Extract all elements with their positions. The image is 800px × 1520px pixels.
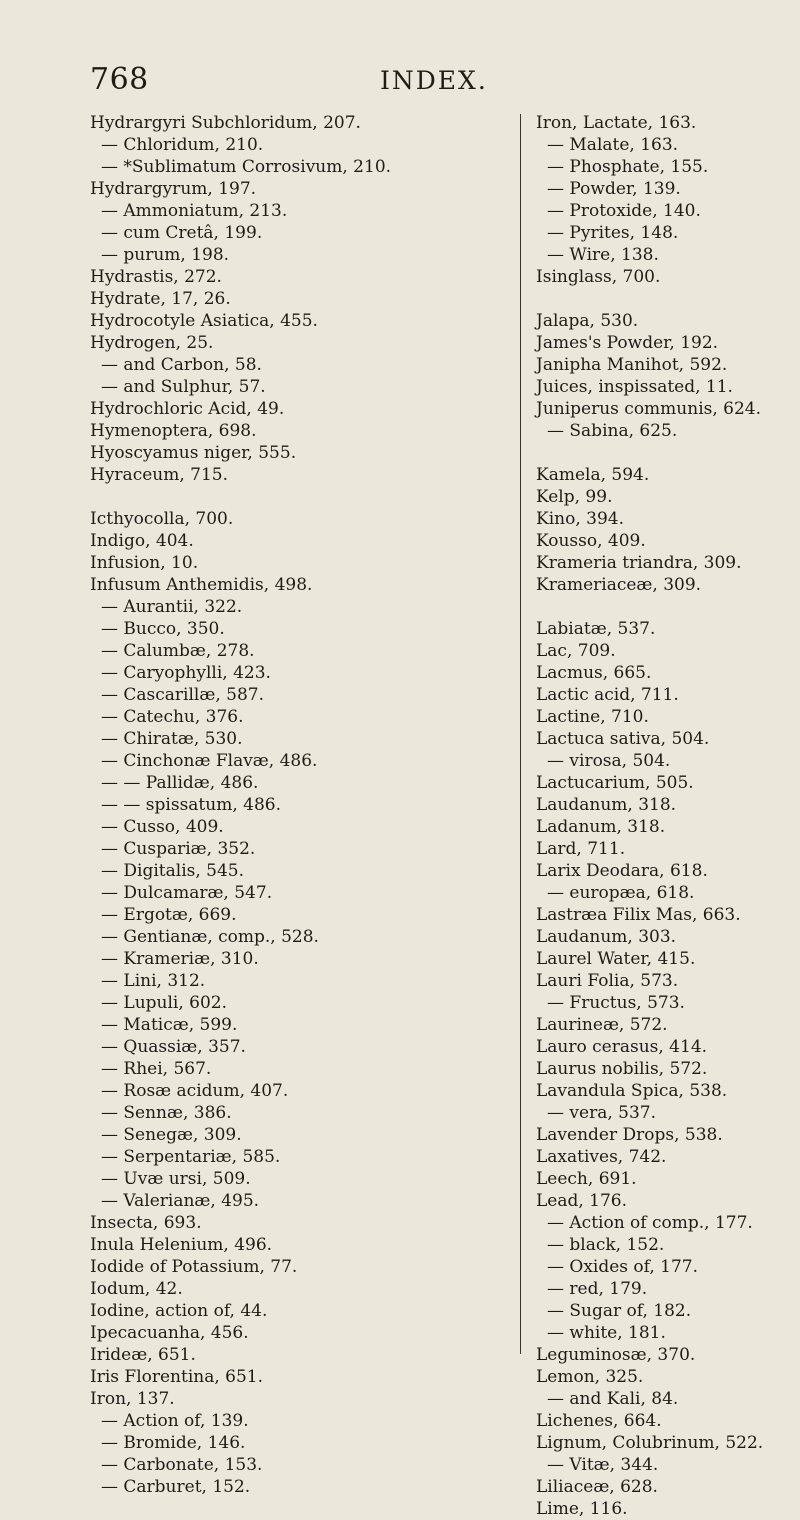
index-entry: — Caryophylli, 423. (101, 663, 271, 683)
index-entry: — Calumbæ, 278. (101, 641, 255, 661)
index-entry: — vera, 537. (547, 1103, 656, 1123)
index-entry: Laurineæ, 572. (536, 1015, 668, 1035)
index-entry: Krameria triandra, 309. (536, 553, 742, 573)
index-entry: Ladanum, 318. (536, 817, 666, 837)
index-entry: Hydrogen, 25. (90, 333, 214, 353)
section-gap (536, 442, 796, 464)
index-entry: — Cusso, 409. (101, 817, 224, 837)
index-entry: Laudanum, 303. (536, 927, 677, 947)
index-entry: — Ergotæ, 669. (101, 905, 237, 925)
index-entry: — Wire, 138. (547, 245, 659, 265)
index-entry: Iron, Lactate, 163. (536, 113, 697, 133)
index-entry: — Sabina, 625. (547, 421, 678, 441)
index-entry: — Cascarillæ, 587. (101, 685, 265, 705)
index-entry: Indigo, 404. (90, 531, 194, 551)
index-entry: Lauro cerasus, 414. (536, 1037, 708, 1057)
index-entry: — Rhei, 567. (101, 1059, 212, 1079)
index-entry: — and Kali, 84. (547, 1389, 679, 1409)
index-entry: — Vitæ, 344. (547, 1455, 659, 1475)
index-entry: Iodide of Potassium, 77. (90, 1257, 298, 1277)
index-entry: Krameriaceæ, 309. (536, 575, 702, 595)
index-entry: — purum, 198. (101, 245, 230, 265)
index-entry: Iron, 137. (90, 1389, 175, 1409)
index-entry: Lavender Drops, 538. (536, 1125, 723, 1145)
index-entry: Larix Deodara, 618. (536, 861, 708, 881)
index-entry: — Action of, 139. (101, 1411, 249, 1431)
index-entry: — Chloridum, 210. (101, 135, 264, 155)
index-entry: Labiatæ, 537. (536, 619, 656, 639)
index-column-right (536, 112, 796, 1520)
index-entry: Iris Florentina, 651. (90, 1367, 264, 1387)
index-entry: Kamela, 594. (536, 465, 650, 485)
index-entry: — Krameriæ, 310. (101, 949, 259, 969)
index-entry: — Bucco, 350. (101, 619, 225, 639)
index-entry: — Protoxide, 140. (547, 201, 701, 221)
index-entry: — Lupuli, 602. (101, 993, 228, 1013)
index-entry: Laurus nobilis, 572. (536, 1059, 708, 1079)
index-entry: — Valerianæ, 495. (101, 1191, 260, 1211)
running-head-title: INDEX. (380, 66, 488, 95)
index-entry: — — spissatum, 486. (101, 795, 281, 815)
index-entry: Lactuca sativa, 504. (536, 729, 710, 749)
index-entry: Juniperus communis, 624. (536, 399, 762, 419)
index-entry: Hydrocotyle Asiatica, 455. (90, 311, 318, 331)
index-entry: Laxatives, 742. (536, 1147, 667, 1167)
index-entry: — Rosæ acidum, 407. (101, 1081, 289, 1101)
index-entry: Kino, 394. (536, 509, 624, 529)
index-entry: Lactine, 710. (536, 707, 649, 727)
index-column-left (90, 112, 510, 1498)
index-entry: — *Sublimatum Corrosivum, 210. (101, 157, 392, 177)
index-entry: — Senegæ, 309. (101, 1125, 242, 1145)
index-entry: Kelp, 99. (536, 487, 613, 507)
index-entry: — Gentianæ, comp., 528. (101, 927, 319, 947)
index-entry: — Phosphate, 155. (547, 157, 709, 177)
index-entry: Iodine, action of, 44. (90, 1301, 268, 1321)
index-entry: — Ammoniatum, 213. (101, 201, 288, 221)
index-entry: Lead, 176. (536, 1191, 628, 1211)
index-entry: — Carburet, 152. (101, 1477, 251, 1497)
index-entry: — Powder, 139. (547, 179, 681, 199)
index-entry: Juices, inspissated, 11. (536, 377, 733, 397)
index-entry: Inula Helenium, 496. (90, 1235, 273, 1255)
index-entry: — Lini, 312. (101, 971, 206, 991)
index-entry: Icthyocolla, 700. (90, 509, 234, 529)
page-number: 768 (90, 62, 149, 97)
index-entry: — Carbonate, 153. (101, 1455, 263, 1475)
index-entry: Leguminosæ, 370. (536, 1345, 696, 1365)
index-entry: Lavandula Spica, 538. (536, 1081, 728, 1101)
index-entry: Lichenes, 664. (536, 1411, 662, 1431)
index-entry: — Maticæ, 599. (101, 1015, 238, 1035)
index-entry: Kousso, 409. (536, 531, 646, 551)
index-entry: — Uvæ ursi, 509. (101, 1169, 251, 1189)
index-entry: Lignum, Colubrinum, 522. (536, 1433, 764, 1453)
index-entry: Infusum Anthemidis, 498. (90, 575, 313, 595)
index-entry: Irideæ, 651. (90, 1345, 196, 1365)
section-gap (90, 486, 510, 508)
index-entry: Hyoscyamus niger, 555. (90, 443, 297, 463)
index-entry: Hydrargyrum, 197. (90, 179, 257, 199)
index-entry: — Fructus, 573. (547, 993, 685, 1013)
index-entry: — red, 179. (547, 1279, 648, 1299)
index-entry: — Bromide, 146. (101, 1433, 246, 1453)
index-entry: Lacmus, 665. (536, 663, 652, 683)
index-entry: Liliaceæ, 628. (536, 1477, 658, 1497)
index-entry: — europæa, 618. (547, 883, 695, 903)
index-entry: — Pyrites, 148. (547, 223, 679, 243)
index-entry: — Oxides of, 177. (547, 1257, 699, 1277)
index-entry: Isinglass, 700. (536, 267, 661, 287)
index-entry: — — Pallidæ, 486. (101, 773, 259, 793)
index-entry: — Catechu, 376. (101, 707, 244, 727)
index-entry: Lemon, 325. (536, 1367, 644, 1387)
index-entry: Lastræa Filix Mas, 663. (536, 905, 741, 925)
section-gap (536, 288, 796, 310)
index-entry: — Malate, 163. (547, 135, 679, 155)
index-entry: — Dulcamaræ, 547. (101, 883, 273, 903)
index-entry: Hydrate, 17, 26. (90, 289, 231, 309)
index-entry: Lac, 709. (536, 641, 616, 661)
index-entry: — Sennæ, 386. (101, 1103, 232, 1123)
index-entry: — cum Cretâ, 199. (101, 223, 263, 243)
index-entry: Lime, 116. (536, 1499, 628, 1519)
index-entry: — Serpentariæ, 585. (101, 1147, 281, 1167)
index-entry: — and Sulphur, 57. (101, 377, 266, 397)
index-entry: Lactic acid, 711. (536, 685, 679, 705)
index-entry: Hymenoptera, 698. (90, 421, 257, 441)
index-entry: Infusion, 10. (90, 553, 199, 573)
page-header (0, 62, 800, 102)
index-entry: Lactucarium, 505. (536, 773, 694, 793)
index-entry: — Cuspariæ, 352. (101, 839, 256, 859)
index-entry: — Digitalis, 545. (101, 861, 245, 881)
index-entry: — Aurantii, 322. (101, 597, 243, 617)
index-entry: — Quassiæ, 357. (101, 1037, 246, 1057)
index-entry: — and Carbon, 58. (101, 355, 262, 375)
index-entry: Leech, 691. (536, 1169, 637, 1189)
index-entry: — Action of comp., 177. (547, 1213, 753, 1233)
section-gap (536, 596, 796, 618)
index-entry: — Cinchonæ Flavæ, 486. (101, 751, 318, 771)
index-entry: Iodum, 42. (90, 1279, 183, 1299)
index-entry: Janipha Manihot, 592. (536, 355, 728, 375)
index-entry: — Chiratæ, 530. (101, 729, 243, 749)
index-entry: Insecta, 693. (90, 1213, 202, 1233)
index-entry: Jalapa, 530. (536, 311, 639, 331)
index-entry: — white, 181. (547, 1323, 666, 1343)
index-entry: Hydrochloric Acid, 49. (90, 399, 285, 419)
index-entry: — virosa, 504. (547, 751, 671, 771)
index-entry: Laudanum, 318. (536, 795, 677, 815)
index-entry: James's Powder, 192. (536, 333, 719, 353)
index-entry: — black, 152. (547, 1235, 665, 1255)
index-entry: Lard, 711. (536, 839, 626, 859)
index-entry: Laurel Water, 415. (536, 949, 696, 969)
index-entry: Ipecacuanha, 456. (90, 1323, 249, 1343)
column-divider (520, 114, 521, 1354)
index-entry: Hydrargyri Subchloridum, 207. (90, 113, 361, 133)
index-entry: Lauri Folia, 573. (536, 971, 679, 991)
index-entry: Hyraceum, 715. (90, 465, 229, 485)
index-entry: — Sugar of, 182. (547, 1301, 692, 1321)
index-entry: Hydrastis, 272. (90, 267, 222, 287)
